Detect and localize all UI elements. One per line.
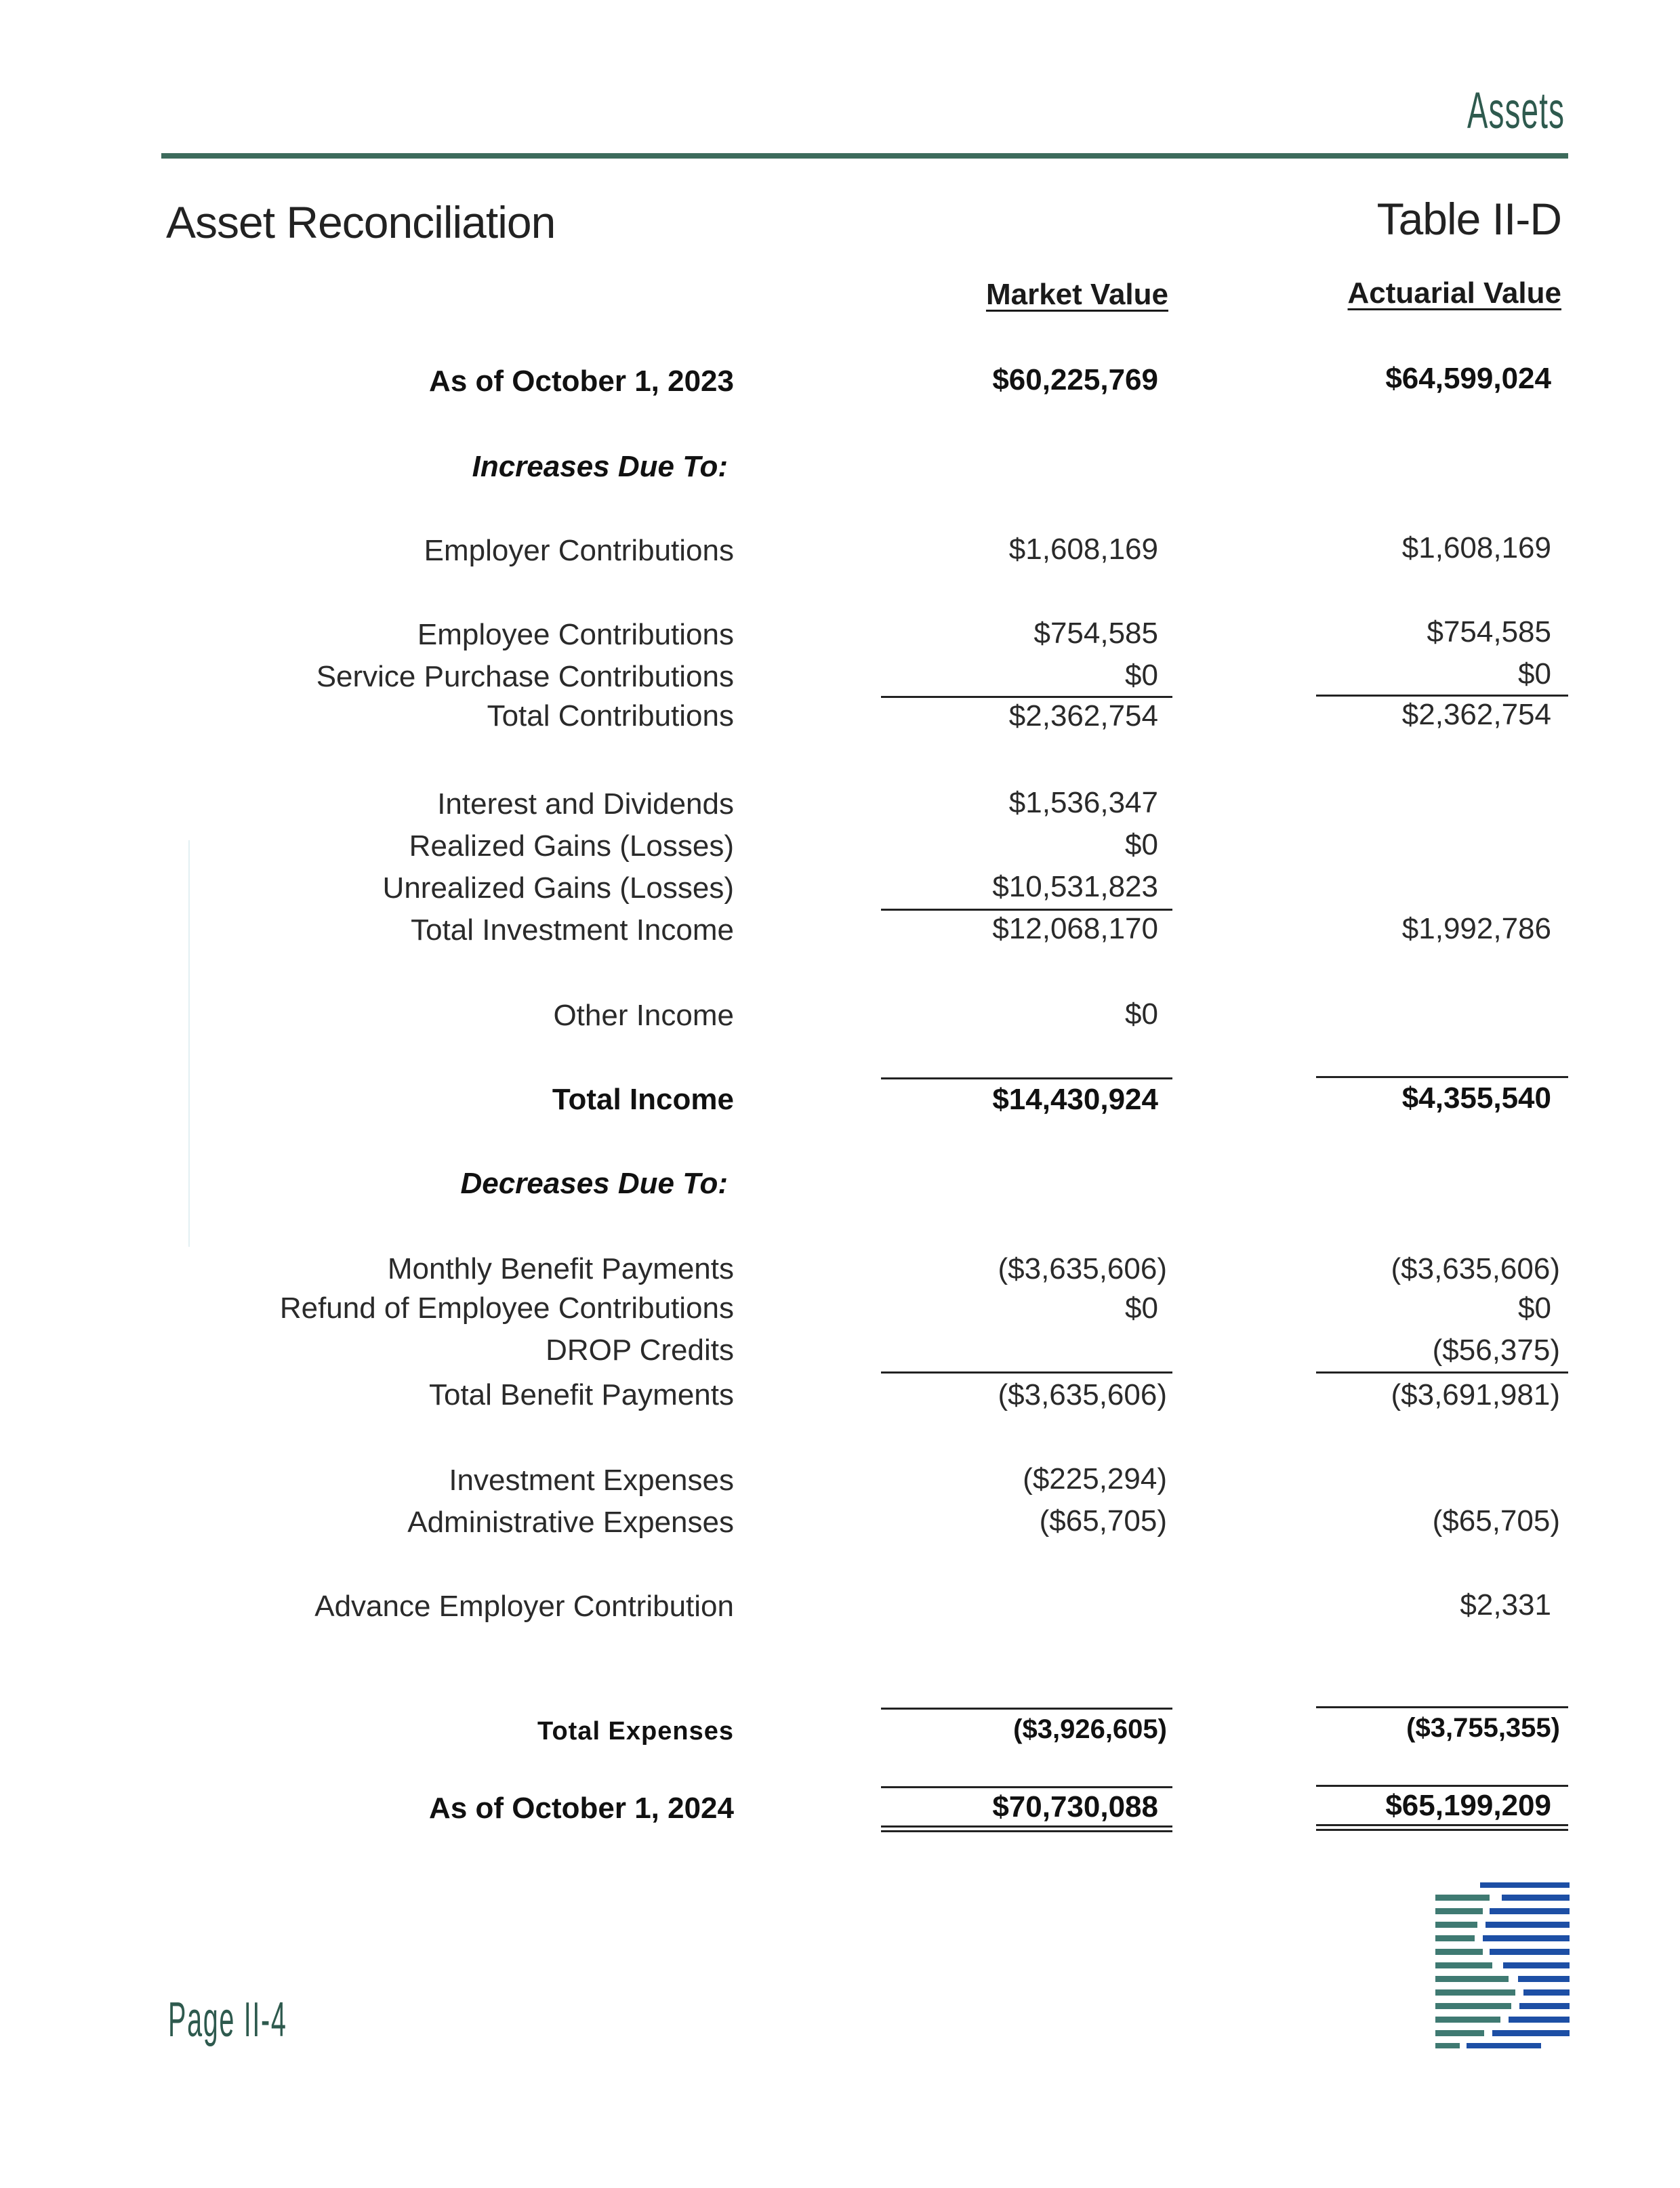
- value-service-purchase-market: $0: [1125, 659, 1158, 692]
- row-label-other-income: Other Income: [553, 999, 734, 1032]
- value-admin-expenses-actuarial: ($65,705): [1432, 1504, 1560, 1537]
- value-total-investment-actuarial: $1,992,786: [1401, 912, 1551, 945]
- benefit-rule-market: [881, 1371, 1172, 1374]
- page-title: Asset Reconciliation: [166, 197, 556, 247]
- column-header-actuarial-value: Actuarial Value: [1347, 276, 1561, 310]
- value-total-investment-market: $12,068,170: [992, 912, 1158, 945]
- section-tag: Assets: [1467, 82, 1565, 140]
- row-label-begin: As of October 1, 2023: [429, 365, 734, 398]
- end-top-rule-actuarial: [1316, 1785, 1568, 1787]
- row-label-total-expenses: Total Expenses: [537, 1717, 734, 1746]
- value-employer-contributions-actuarial: $1,608,169: [1401, 531, 1551, 564]
- expenses-rule-actuarial: [1316, 1706, 1568, 1708]
- page-number: Page II-4: [168, 1993, 287, 2047]
- row-label-service-purchase: Service Purchase Contributions: [316, 660, 734, 693]
- row-label-employer-contributions: Employer Contributions: [424, 534, 734, 567]
- table-id: Table II-D: [1376, 194, 1561, 244]
- value-investment-expenses-market: ($225,294): [1023, 1462, 1167, 1495]
- end-double-rule-actuarial: [1316, 1824, 1568, 1831]
- row-label-realized-gains: Realized Gains (Losses): [409, 829, 734, 863]
- value-admin-expenses-market: ($65,705): [1039, 1504, 1167, 1537]
- value-interest-dividends-market: $1,536,347: [1008, 786, 1158, 819]
- increases-heading: Increases Due To:: [472, 450, 728, 483]
- scan-artifact-line: [188, 840, 190, 1247]
- value-drop-credits-actuarial: ($56,375): [1432, 1334, 1560, 1367]
- value-total-contributions-actuarial: $2,362,754: [1401, 698, 1551, 731]
- value-total-benefit-actuarial: ($3,691,981): [1391, 1378, 1560, 1411]
- expenses-rule-market: [881, 1708, 1172, 1710]
- value-end-actuarial: $65,199,209: [1385, 1789, 1551, 1822]
- income-rule-market: [881, 1077, 1172, 1079]
- value-unrealized-gains-market: $10,531,823: [992, 870, 1158, 903]
- column-header-market-value: Market Value: [985, 278, 1168, 311]
- value-end-market: $70,730,088: [992, 1790, 1158, 1823]
- row-label-refund-employee: Refund of Employee Contributions: [279, 1292, 734, 1325]
- value-other-income-market: $0: [1125, 997, 1158, 1031]
- company-logo: [1435, 1882, 1570, 2049]
- value-employer-contributions-market: $1,608,169: [1008, 533, 1158, 566]
- decreases-heading: Decreases Due To:: [460, 1167, 728, 1200]
- row-label-end: As of October 1, 2024: [429, 1792, 734, 1825]
- row-label-advance-employer: Advance Employer Contribution: [314, 1590, 734, 1623]
- row-label-total-income: Total Income: [552, 1083, 734, 1116]
- value-advance-employer-actuarial: $2,331: [1460, 1588, 1551, 1622]
- investment-subtotal-rule-market: [881, 909, 1172, 911]
- value-total-income-market: $14,430,924: [992, 1083, 1158, 1116]
- subtotal-rule-market: [881, 696, 1172, 698]
- value-total-contributions-market: $2,362,754: [1008, 699, 1158, 732]
- income-rule-actuarial: [1316, 1076, 1568, 1078]
- value-refund-employee-actuarial: $0: [1518, 1292, 1551, 1325]
- subtotal-rule-actuarial: [1316, 695, 1568, 697]
- end-top-rule-market: [881, 1786, 1172, 1788]
- value-realized-gains-market: $0: [1125, 828, 1158, 861]
- value-refund-employee-market: $0: [1125, 1292, 1158, 1325]
- row-label-drop-credits: DROP Credits: [546, 1334, 734, 1367]
- value-total-benefit-market: ($3,635,606): [998, 1378, 1167, 1411]
- value-employee-contributions-actuarial: $754,585: [1427, 615, 1551, 648]
- row-label-admin-expenses: Administrative Expenses: [407, 1506, 734, 1539]
- value-employee-contributions-market: $754,585: [1033, 617, 1158, 650]
- value-begin-market: $60,225,769: [992, 363, 1158, 396]
- benefit-rule-actuarial: [1316, 1371, 1568, 1374]
- row-label-investment-expenses: Investment Expenses: [449, 1464, 734, 1497]
- header-rule: [161, 153, 1568, 159]
- row-label-total-benefit: Total Benefit Payments: [428, 1378, 734, 1411]
- value-begin-actuarial: $64,599,024: [1385, 362, 1551, 395]
- value-total-income-actuarial: $4,355,540: [1401, 1081, 1551, 1115]
- value-monthly-benefit-market: ($3,635,606): [998, 1252, 1167, 1285]
- row-label-interest-dividends: Interest and Dividends: [437, 787, 734, 821]
- row-label-total-investment: Total Investment Income: [411, 913, 734, 947]
- row-label-employee-contributions: Employee Contributions: [417, 618, 734, 651]
- row-label-monthly-benefit: Monthly Benefit Payments: [387, 1252, 734, 1285]
- row-label-unrealized-gains: Unrealized Gains (Losses): [382, 871, 734, 905]
- value-total-expenses-market: ($3,926,605): [1013, 1714, 1167, 1744]
- value-service-purchase-actuarial: $0: [1518, 657, 1551, 690]
- value-monthly-benefit-actuarial: ($3,635,606): [1391, 1252, 1560, 1285]
- row-label-total-contributions: Total Contributions: [487, 699, 734, 732]
- value-total-expenses-actuarial: ($3,755,355): [1406, 1713, 1560, 1743]
- end-double-rule-market: [881, 1825, 1172, 1832]
